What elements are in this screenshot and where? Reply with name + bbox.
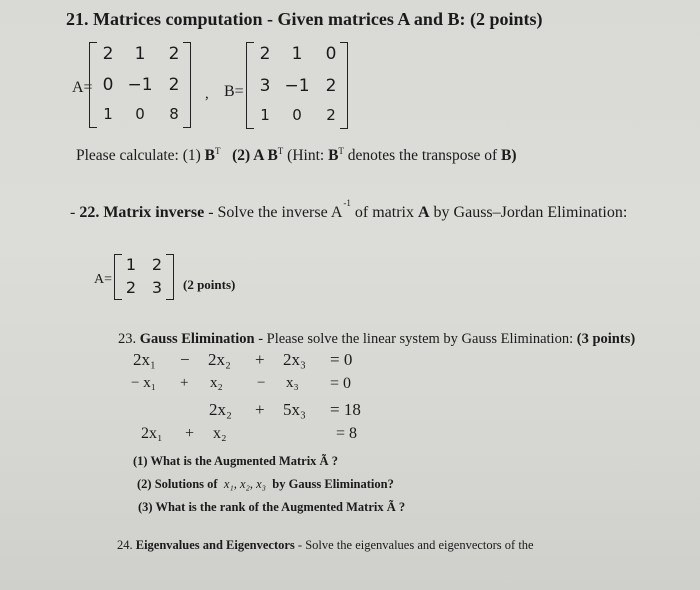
q22-title [70, 198, 628, 222]
calc-hint-b: B [328, 147, 339, 165]
matrix-cell: 2 [326, 106, 336, 124]
calc-prefix: Please calculate: (1) [76, 147, 205, 165]
q23-num: 23. [118, 331, 137, 347]
q23-eq2-term1: − x₁ [131, 375, 156, 391]
q23-eq2-op2: − [257, 375, 266, 391]
q23-subquestion-2 [137, 477, 394, 492]
matrix-cell: 0 [135, 105, 145, 123]
q22-title-end-bold: A [417, 204, 430, 221]
matrix-cell: 1 [260, 106, 270, 124]
matrix-cell: 3 [259, 76, 271, 96]
matrix-cell: 1 [291, 44, 303, 64]
q23-eq3-rhs: = 18 [330, 400, 361, 419]
q22-matrix-a [114, 254, 174, 300]
q23-title-rest: - Please solve the linear system by Gauss Elimination: [254, 331, 574, 347]
matrix-cell: 2 [168, 44, 180, 64]
matrix-cell: 1 [134, 44, 146, 64]
q21-comma: , [205, 86, 209, 102]
matrix-cell: 2 [125, 278, 137, 297]
q22-title-end-tail: by Gauss–Jordan Elimination: [429, 204, 628, 221]
q22-bullet: - [70, 204, 76, 221]
matrix-cell: 0 [325, 44, 337, 64]
q23-eq1-rhs: = 0 [330, 350, 353, 369]
calc-suffix: denotes the transpose of [343, 147, 502, 165]
q23-sub2-vars: x₁, x₂, x₃ [223, 477, 267, 491]
q23-eq2-term3: x₃ [286, 375, 299, 391]
q23-subquestion-3: (3) What is the rank of the Augmented Matrix Ã ? [138, 500, 406, 514]
q23-eq2-term2: x₂ [210, 375, 223, 391]
matrix-cell: 2 [168, 75, 180, 95]
q24-title-bold: Eigenvalues and Eigenvectors [132, 538, 295, 552]
matrix-cell: 1 [125, 255, 137, 274]
matrix-cell: 1 [103, 105, 113, 123]
matrix-cell: 2 [325, 76, 337, 96]
q23-eq1-term2: 2x₂ [208, 350, 231, 369]
q24-title [117, 538, 534, 553]
matrix-cell: 3 [151, 278, 163, 297]
q23-eq4-op: + [185, 425, 195, 442]
matrix-cell: 0 [292, 106, 302, 124]
q22-title-bold: 22. Matrix inverse [79, 204, 205, 221]
sup-t: T [215, 146, 221, 156]
q23-sub2-prefix: (2) Solutions of [137, 477, 218, 491]
matrix-cell: 0 [102, 75, 114, 95]
q23-eq1-op1: − [180, 350, 190, 369]
matrix-cell: 2 [151, 255, 163, 274]
calc-mid: (2) A B [232, 147, 278, 165]
q23-title [118, 331, 635, 348]
matrix-cell: 8 [169, 105, 179, 123]
matrix-cell: −1 [284, 76, 310, 96]
matrix-cell: 2 [102, 44, 114, 64]
q23-sub2-suffix: by Gauss Elimination? [272, 477, 394, 491]
q23-subquestion-1: (1) What is the Augmented Matrix Ã ? [133, 454, 338, 468]
calc-end: B) [501, 147, 517, 165]
q23-points: (3 points) [573, 331, 636, 347]
q22-sup-inv: -1 [343, 198, 351, 208]
q23-eq4-rhs: = 8 [336, 425, 358, 442]
matrix-cell: −1 [127, 75, 153, 95]
q22-title-rest: - Solve the inverse A [204, 204, 343, 221]
matrix-cell: 2 [259, 44, 271, 64]
q23-eq4-term1: 2x₁ [141, 425, 163, 442]
sup-t: T [338, 146, 344, 156]
q21-calculate-instruction [76, 146, 517, 165]
q23-eq4-term2: x₂ [213, 425, 227, 442]
calc-bt: B [204, 147, 216, 165]
calc-hint: (Hint: [287, 147, 329, 165]
q21-title: 21. Matrices computation - Given matrices A and B: (2 points) [66, 9, 543, 29]
q21-matrix-b-label: B= [224, 83, 244, 100]
q23-eq1-op2: + [255, 350, 265, 369]
q24-num: 24. [117, 538, 133, 552]
q23-eq1-term3: 2x₃ [283, 350, 306, 369]
q22-title-end: of matrix [350, 204, 418, 221]
q23-eq3-term3: 5x₃ [283, 400, 306, 419]
q23-title-bold: Gauss Elimination [136, 331, 255, 347]
q22-points: (2 points) [183, 277, 236, 292]
q21-matrix-a-label: A= [72, 79, 93, 96]
q22-matrix-a-label: A= [94, 272, 113, 287]
q23-eq3-term2: 2x₂ [209, 400, 232, 419]
q23-eq3-op: + [255, 400, 265, 419]
sup-t: T [277, 146, 284, 156]
q23-eq1-term1: 2x₁ [133, 350, 156, 369]
q23-eq2-op1: + [180, 375, 189, 391]
q21-matrix-a [89, 42, 191, 128]
q24-title-rest: - Solve the eigenvalues and eigenvectors of the [294, 538, 534, 552]
q23-eq2-rhs: = 0 [330, 375, 352, 392]
q21-matrix-b [246, 42, 348, 129]
